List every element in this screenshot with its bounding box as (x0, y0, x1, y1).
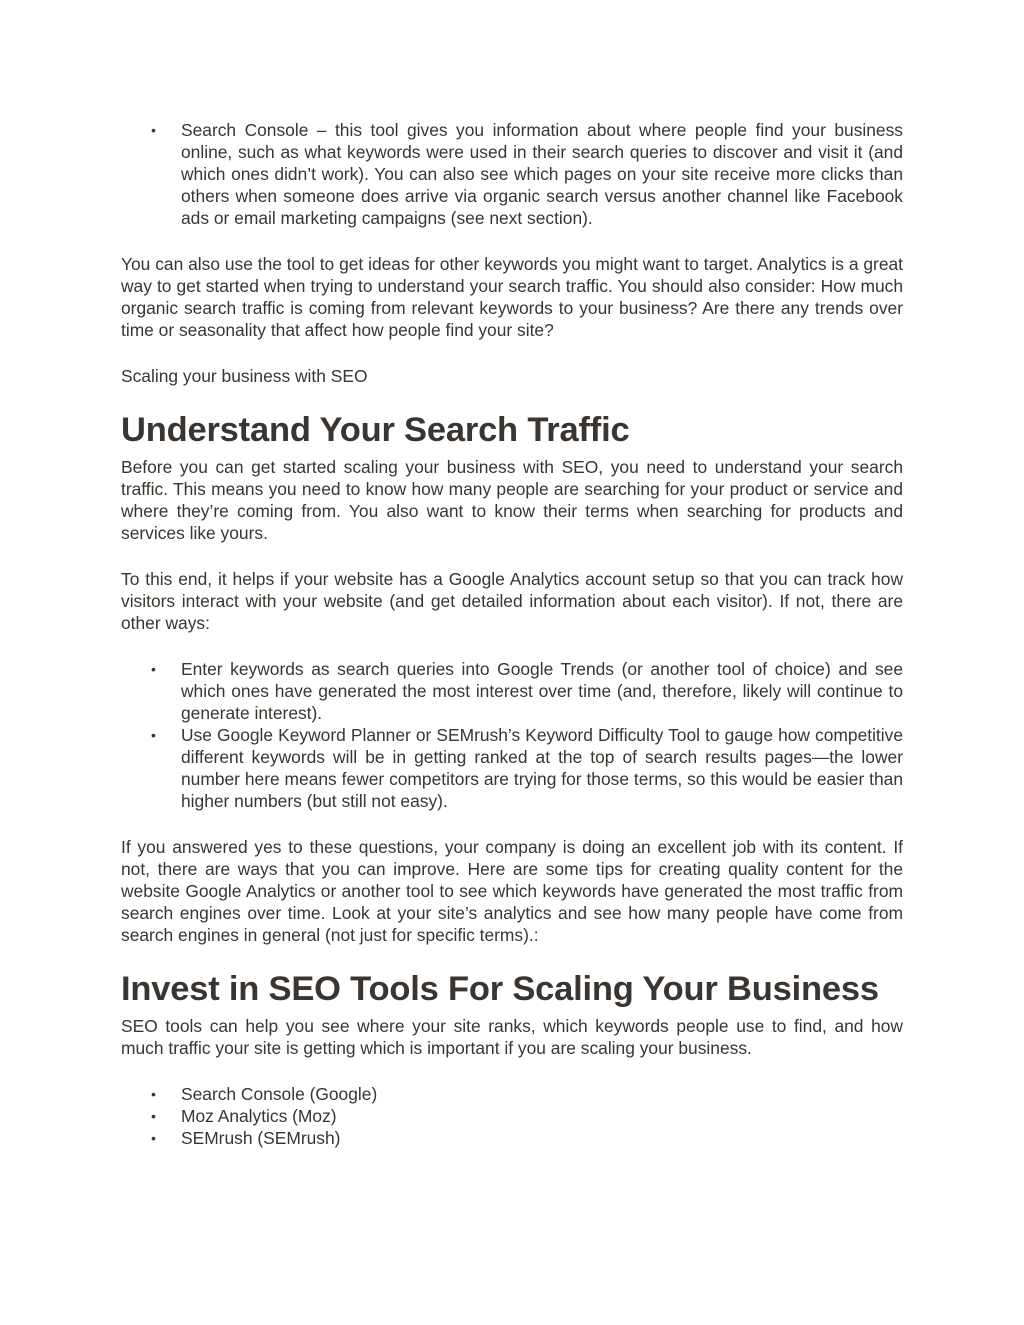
list-item (121, 1105, 903, 1127)
list-item-text: Enter keywords as search queries into Google Trends (or another tool of choice) and see which ones have generated the most interest over time (and, therefore, likely will continue to generate interest). (181, 659, 903, 723)
list-item (121, 1083, 903, 1105)
list-item (121, 658, 903, 724)
paragraph-answered-yes: If you answered yes to these questions, your company is doing an excellent job with its content. If not, there are ways that you can improve. Here are some tips for creating quality content for the website Google Analytics or another tool to see which keywords have generated the most traffic from search engines over time. Look at your site’s analytics and see how many people have come from search engines in general (not just for specific terms).: (121, 837, 903, 945)
bullet-icon: • (151, 1130, 156, 1146)
paragraph-understand-traffic: Before you can get started scaling your business with SEO, you need to understand your search traffic. This means you need to know how many people are searching for your product or service and where they’re coming from. You also want to know their terms when searching for products and services like yours. (121, 457, 903, 543)
paragraph-google-analytics: To this end, it helps if your website has a Google Analytics account setup so that you can track how visitors interact with your website (and get detailed information about each visitor). If not, there are other ways: (121, 569, 903, 633)
list-item-text: SEMrush (SEMrush) (181, 1128, 341, 1148)
traffic-bullet-list (121, 658, 903, 812)
list-item (121, 119, 903, 229)
paragraph-tool-ideas: You can also use the tool to get ideas for other keywords you might want to target. Analytics is a great way to get started when trying to understand your search traffic. You should also consider: How much organic search traffic is coming from relevant keywords to your business? Are there any trends over time or seasonality that affect how people find your site? (121, 254, 903, 340)
list-item-text: Use Google Keyword Planner or SEMrush’s Keyword Difficulty Tool to gauge how competitive different keywords will be in getting ranked at the top of search results pages—the lower number here means fewer competitors are trying for those terms, so this would be easier than higher numbers (but still not easy). (181, 725, 903, 811)
bullet-icon: • (151, 1086, 156, 1102)
list-item-text: Moz Analytics (Moz) (181, 1106, 337, 1126)
seo-tools-bullet-list (121, 1083, 903, 1149)
paragraph-seo-tools: SEO tools can help you see where your site ranks, which keywords people use to find, and how much traffic your site is getting which is important if you are scaling your business. (121, 1016, 903, 1058)
list-item-text: Search Console (Google) (181, 1084, 378, 1104)
bullet-icon: • (151, 1108, 156, 1124)
bullet-icon: • (151, 122, 156, 138)
bullet-icon: • (151, 661, 156, 677)
top-bullet-list (121, 119, 903, 229)
bullet-icon: • (151, 727, 156, 743)
scaling-line: Scaling your business with SEO (121, 366, 368, 386)
list-item (121, 1127, 903, 1149)
document-page (121, 119, 903, 1149)
list-item-text: Search Console – this tool gives you information about where people find your business online, such as what keywords were used in their search queries to discover and visit it (and which ones didn’t work). You can also see which pages on your site receive more clicks than others when someone does arrive via organic search versus another channel like Facebook ads or email marketing campaigns (see next section). (181, 120, 903, 228)
section-heading-search-traffic: Understand Your Search Traffic (121, 411, 630, 449)
section-heading-seo-tools: Invest in SEO Tools For Scaling Your Business (121, 970, 879, 1008)
list-item (121, 724, 903, 812)
